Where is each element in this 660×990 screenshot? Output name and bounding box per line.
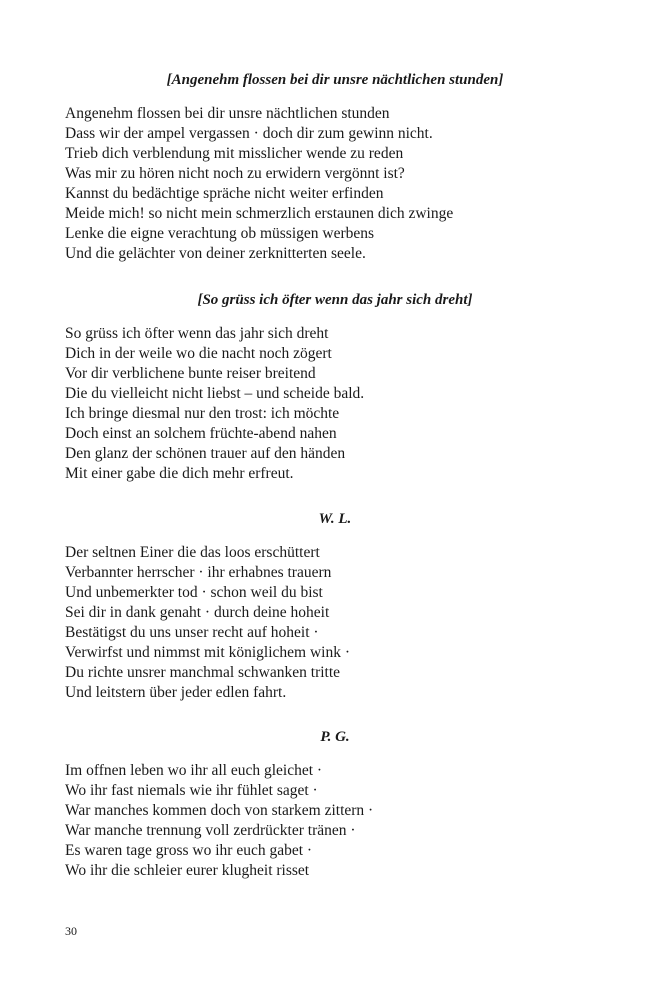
poem-title: [So grüss ich öfter wenn das jahr sich dreht] — [197, 292, 473, 308]
verse-line: Sei dir in dank genaht · durch deine hoheit — [65, 604, 330, 621]
poem-verse — [65, 104, 605, 264]
verse-line: Im offnen leben wo ihr all euch gleichet · — [65, 762, 323, 779]
verse-line: Bestätigst du uns unser recht auf hoheit · — [65, 624, 319, 641]
page-number: 30 — [65, 924, 77, 938]
verse-line: Mit einer gabe die dich mehr erfreut. — [65, 465, 294, 482]
verse-line: War manches kommen doch von starkem zittern · — [65, 802, 374, 819]
verse-line: Trieb dich verblendung mit misslicher wende zu reden — [65, 145, 404, 162]
verse-line: Die du vielleicht nicht liebst – und scheide bald. — [65, 385, 365, 402]
poem-title: P. G. — [320, 729, 350, 745]
poem — [65, 727, 605, 881]
poem — [65, 509, 605, 703]
poem — [65, 70, 605, 264]
verse-line: Vor dir verblichene bunte reiser breitend — [65, 365, 316, 382]
verse-line: Du richte unsrer manchmal schwanken tritte — [65, 664, 341, 681]
poem-verse — [65, 761, 605, 881]
verse-line: Wo ihr die schleier eurer klugheit risset — [65, 862, 310, 879]
verse-line: War manche trennung voll zerdrückter tränen · — [65, 822, 356, 839]
verse-line: Wo ihr fast niemals wie ihr fühlet saget · — [65, 782, 318, 799]
verse-line: Dass wir der ampel vergassen · doch dir zum gewinn nicht. — [65, 125, 433, 142]
verse-line: Kannst du bedächtige spräche nicht weiter erfinden — [65, 185, 384, 202]
verse-line: Verwirfst und nimmst mit königlichem wink · — [65, 644, 351, 661]
verse-line: Verbannter herrscher · ihr erhabnes trauern — [65, 564, 332, 581]
verse-line: Und unbemerkter tod · schon weil du bist — [65, 584, 323, 601]
verse-line: Es waren tage gross wo ihr euch gabet · — [65, 842, 313, 859]
verse-line: Und die gelächter von deiner zerknitterten seele. — [65, 245, 366, 262]
verse-line: Doch einst an solchem früchte-abend nahen — [65, 425, 337, 442]
verse-line: Lenke die eigne verachtung ob müssigen werbens — [65, 225, 375, 242]
verse-line: Den glanz der schönen trauer auf den händen — [65, 445, 346, 462]
poem-title: W. L. — [318, 511, 352, 527]
poem-verse — [65, 324, 605, 484]
verse-line: Dich in der weile wo die nacht noch zögert — [65, 345, 332, 362]
verse-line: So grüss ich öfter wenn das jahr sich dreht — [65, 325, 329, 342]
poem — [65, 290, 605, 484]
poem-title: [Angenehm flossen bei dir unsre nächtlichen stunden] — [166, 72, 504, 88]
verse-line: Ich bringe diesmal nur den trost: ich möchte — [65, 405, 340, 422]
verse-line: Der seltnen Einer die das loos erschüttert — [65, 544, 320, 561]
verse-line: Angenehm flossen bei dir unsre nächtlichen stunden — [65, 105, 390, 122]
verse-line: Meide mich! so nicht mein schmerzlich erstaunen dich zwinge — [65, 205, 454, 222]
poem-verse — [65, 543, 605, 703]
verse-line: Und leitstern über jeder edlen fahrt. — [65, 684, 287, 701]
verse-line: Was mir zu hören nicht noch zu erwidern vergönnt ist? — [65, 165, 405, 182]
